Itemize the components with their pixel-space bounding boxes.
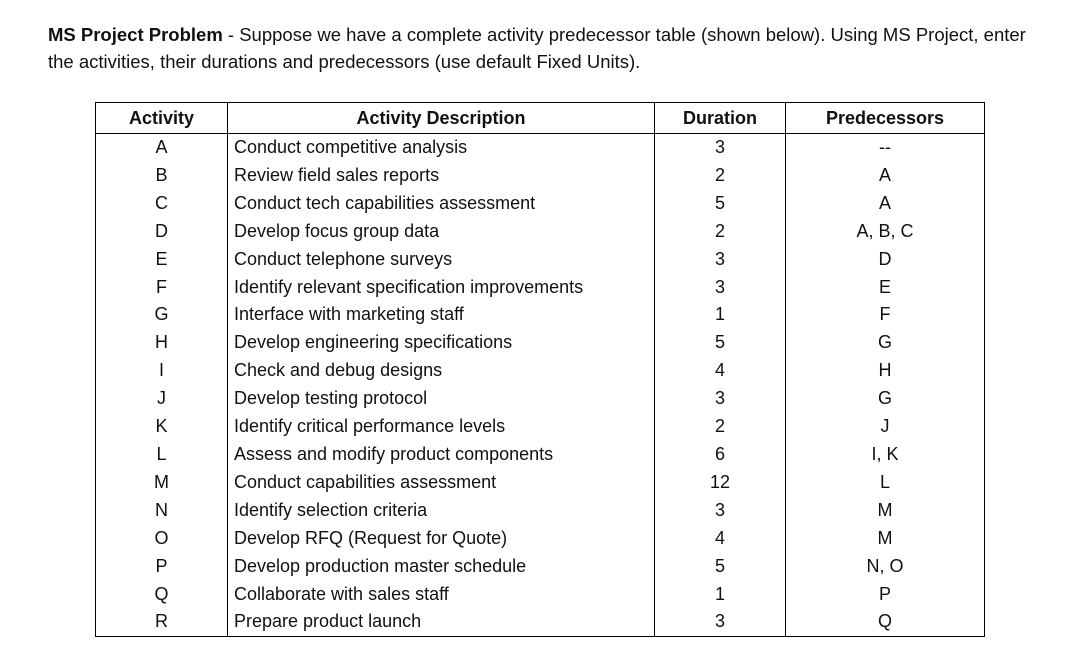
cell-duration: 3 — [655, 497, 786, 525]
cell-duration: 1 — [655, 301, 786, 329]
cell-activity: M — [96, 469, 228, 497]
cell-predecessors: G — [786, 385, 985, 413]
table-row — [96, 413, 985, 441]
table-row — [96, 246, 985, 274]
cell-duration: 1 — [655, 581, 786, 609]
cell-description: Collaborate with sales staff — [228, 581, 655, 609]
table-row — [96, 441, 985, 469]
cell-activity: K — [96, 413, 228, 441]
cell-predecessors: A — [786, 162, 985, 190]
cell-predecessors: -- — [786, 134, 985, 162]
table-row — [96, 301, 985, 329]
cell-description: Identify critical performance levels — [228, 413, 655, 441]
cell-activity: D — [96, 218, 228, 246]
cell-predecessors: A, B, C — [786, 218, 985, 246]
cell-activity: A — [96, 134, 228, 162]
cell-description: Conduct competitive analysis — [228, 134, 655, 162]
cell-predecessors: J — [786, 413, 985, 441]
cell-predecessors: G — [786, 329, 985, 357]
table-row — [96, 329, 985, 357]
table-row — [96, 357, 985, 385]
cell-predecessors: I, K — [786, 441, 985, 469]
problem-title: MS Project Problem — [48, 24, 223, 45]
cell-predecessors: L — [786, 469, 985, 497]
cell-predecessors: A — [786, 190, 985, 218]
table-row — [96, 608, 985, 636]
cell-activity: J — [96, 385, 228, 413]
cell-duration: 12 — [655, 469, 786, 497]
cell-duration: 2 — [655, 413, 786, 441]
table-row — [96, 525, 985, 553]
cell-activity: I — [96, 357, 228, 385]
cell-duration: 5 — [655, 190, 786, 218]
cell-description: Develop testing protocol — [228, 385, 655, 413]
table-row — [96, 134, 985, 162]
cell-activity: R — [96, 608, 228, 636]
header-predecessors: Predecessors — [786, 103, 985, 134]
cell-activity: G — [96, 301, 228, 329]
cell-duration: 3 — [655, 608, 786, 636]
cell-activity: Q — [96, 581, 228, 609]
cell-description: Develop engineering specifications — [228, 329, 655, 357]
cell-duration: 3 — [655, 246, 786, 274]
cell-duration: 4 — [655, 357, 786, 385]
cell-duration: 3 — [655, 274, 786, 302]
cell-duration: 5 — [655, 329, 786, 357]
cell-description: Identify relevant specification improvements — [228, 274, 655, 302]
table-row — [96, 385, 985, 413]
header-duration: Duration — [655, 103, 786, 134]
cell-duration: 2 — [655, 218, 786, 246]
cell-activity: O — [96, 525, 228, 553]
cell-duration: 3 — [655, 385, 786, 413]
cell-predecessors: M — [786, 497, 985, 525]
cell-description: Review field sales reports — [228, 162, 655, 190]
cell-predecessors: Q — [786, 608, 985, 636]
cell-duration: 4 — [655, 525, 786, 553]
cell-description: Conduct telephone surveys — [228, 246, 655, 274]
cell-activity: N — [96, 497, 228, 525]
table-body — [96, 134, 985, 637]
cell-description: Conduct tech capabilities assessment — [228, 190, 655, 218]
cell-activity: L — [96, 441, 228, 469]
cell-activity: F — [96, 274, 228, 302]
cell-activity: B — [96, 162, 228, 190]
cell-duration: 5 — [655, 553, 786, 581]
cell-description: Identify selection criteria — [228, 497, 655, 525]
table-row — [96, 190, 985, 218]
cell-description: Assess and modify product components — [228, 441, 655, 469]
problem-body: - Suppose we have a complete activity predecessor table (shown below). Using MS Project, enter the activities, their durations and predecessors (use default Fixed Units). — [48, 24, 1026, 72]
cell-description: Prepare product launch — [228, 608, 655, 636]
cell-description: Check and debug designs — [228, 357, 655, 385]
cell-activity: H — [96, 329, 228, 357]
header-description: Activity Description — [228, 103, 655, 134]
cell-activity: E — [96, 246, 228, 274]
table-row — [96, 274, 985, 302]
cell-duration: 2 — [655, 162, 786, 190]
cell-predecessors: D — [786, 246, 985, 274]
header-row — [96, 103, 985, 134]
cell-predecessors: M — [786, 525, 985, 553]
cell-predecessors: N, O — [786, 553, 985, 581]
header-activity: Activity — [96, 103, 228, 134]
cell-predecessors: P — [786, 581, 985, 609]
table-header — [96, 103, 985, 134]
table-row — [96, 553, 985, 581]
cell-duration: 3 — [655, 134, 786, 162]
cell-description: Develop production master schedule — [228, 553, 655, 581]
cell-description: Interface with marketing staff — [228, 301, 655, 329]
cell-activity: P — [96, 553, 228, 581]
cell-duration: 6 — [655, 441, 786, 469]
cell-description: Conduct capabilities assessment — [228, 469, 655, 497]
table-row — [96, 469, 985, 497]
table-row — [96, 497, 985, 525]
activity-predecessor-table — [95, 102, 985, 637]
table-row — [96, 581, 985, 609]
cell-description: Develop focus group data — [228, 218, 655, 246]
cell-predecessors: H — [786, 357, 985, 385]
cell-description: Develop RFQ (Request for Quote) — [228, 525, 655, 553]
table-row — [96, 162, 985, 190]
cell-predecessors: F — [786, 301, 985, 329]
problem-statement — [48, 21, 1048, 75]
cell-activity: C — [96, 190, 228, 218]
cell-predecessors: E — [786, 274, 985, 302]
table-row — [96, 218, 985, 246]
